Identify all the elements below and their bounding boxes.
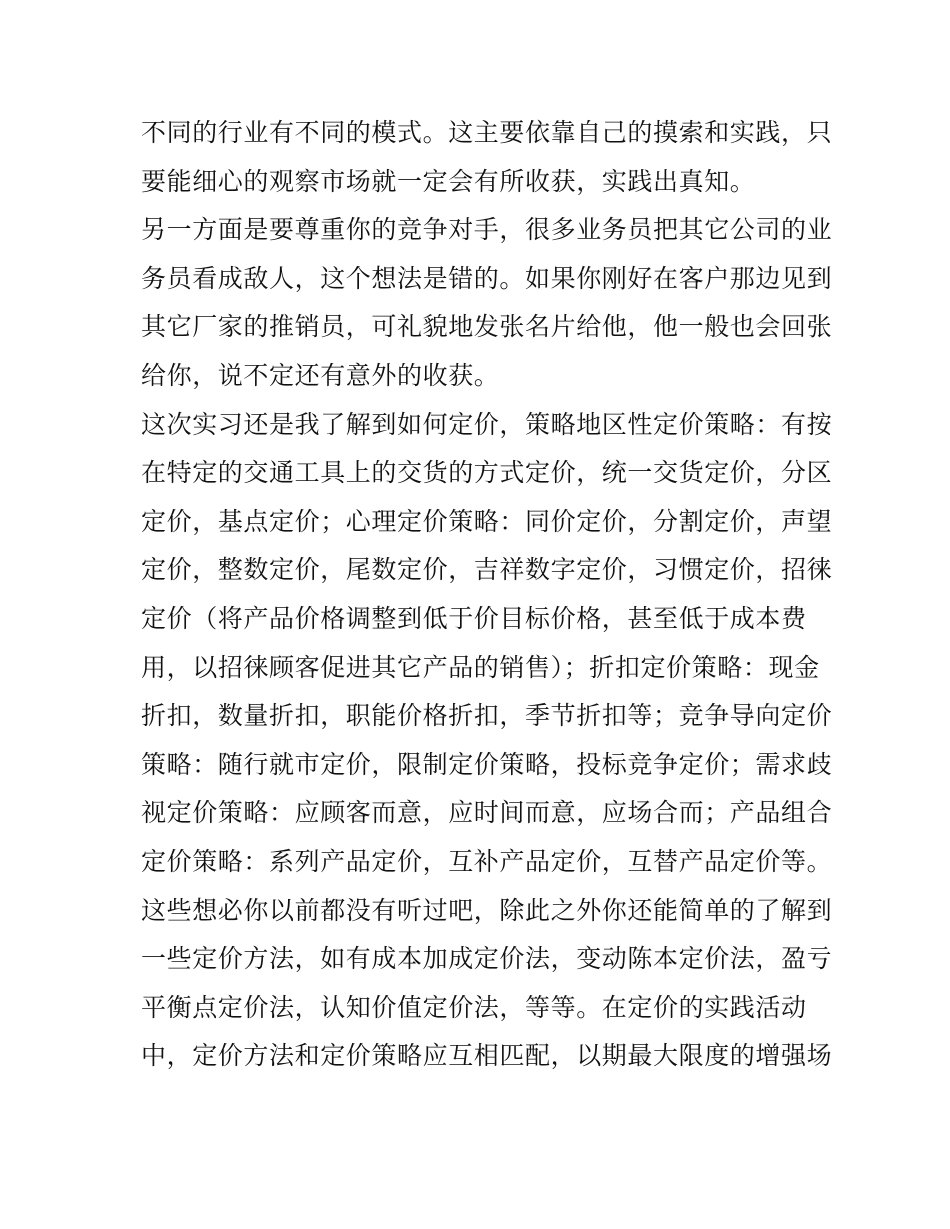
text-line: 这些想必你以前都没有听过吧，除此之外你还能简单的了解到 xyxy=(141,895,833,925)
text-line: 平衡点定价法，认知价值定价法，等等。在定价的实践活动 xyxy=(141,992,807,1022)
text-line: 一些定价方法，如有成本加成定价法，变动陈本定价法，盈亏 xyxy=(141,944,833,974)
text-line: 中，定价方法和定价策略应互相匹配，以期最大限度的增强场 xyxy=(141,1041,833,1071)
body-text xyxy=(141,109,833,1081)
text-line: 给你，说不定还有意外的收获。 xyxy=(141,360,500,390)
text-line: 定价，整数定价，尾数定价，吉祥数字定价，习惯定价，招徕 xyxy=(141,555,833,585)
text-line: 策略：随行就市定价，限制定价策略，投标竞争定价；需求歧 xyxy=(141,749,833,779)
text-line: 另一方面是要尊重你的竞争对手，很多业务员把其它公司的业 xyxy=(141,215,833,245)
text-line: 这次实习还是我了解到如何定价，策略地区性定价策略：有按 xyxy=(141,409,833,439)
text-line: 务员看成敌人，这个想法是错的。如果你刚好在客户那边见到 xyxy=(141,263,833,293)
text-line: 其它厂家的推销员，可礼貌地发张名片给他，他一般也会回张 xyxy=(141,312,833,342)
text-line: 要能细心的观察市场就一定会有所收获，实践出真知。 xyxy=(141,166,756,196)
text-line: 折扣，数量折扣，职能价格折扣，季节折扣等；竞争导向定价 xyxy=(141,701,833,731)
text-line: 在特定的交通工具上的交货的方式定价，统一交货定价，分区 xyxy=(141,458,833,488)
text-line: 视定价策略：应顾客而意，应时间而意，应场合而；产品组合 xyxy=(141,798,833,828)
text-line: 定价策略：系列产品定价，互补产品定价，互替产品定价等。 xyxy=(141,846,833,876)
text-line: 用，以招徕顾客促进其它产品的销售）；折扣定价策略：现金 xyxy=(141,652,820,682)
text-line: 定价（将产品价格调整到低于价目标价格，甚至低于成本费 xyxy=(141,603,807,633)
text-line: 定价，基点定价；心理定价策略：同价定价，分割定价，声望 xyxy=(141,506,833,536)
text-line: 不同的行业有不同的模式。这主要依靠自己的摸索和实践，只 xyxy=(141,118,833,147)
